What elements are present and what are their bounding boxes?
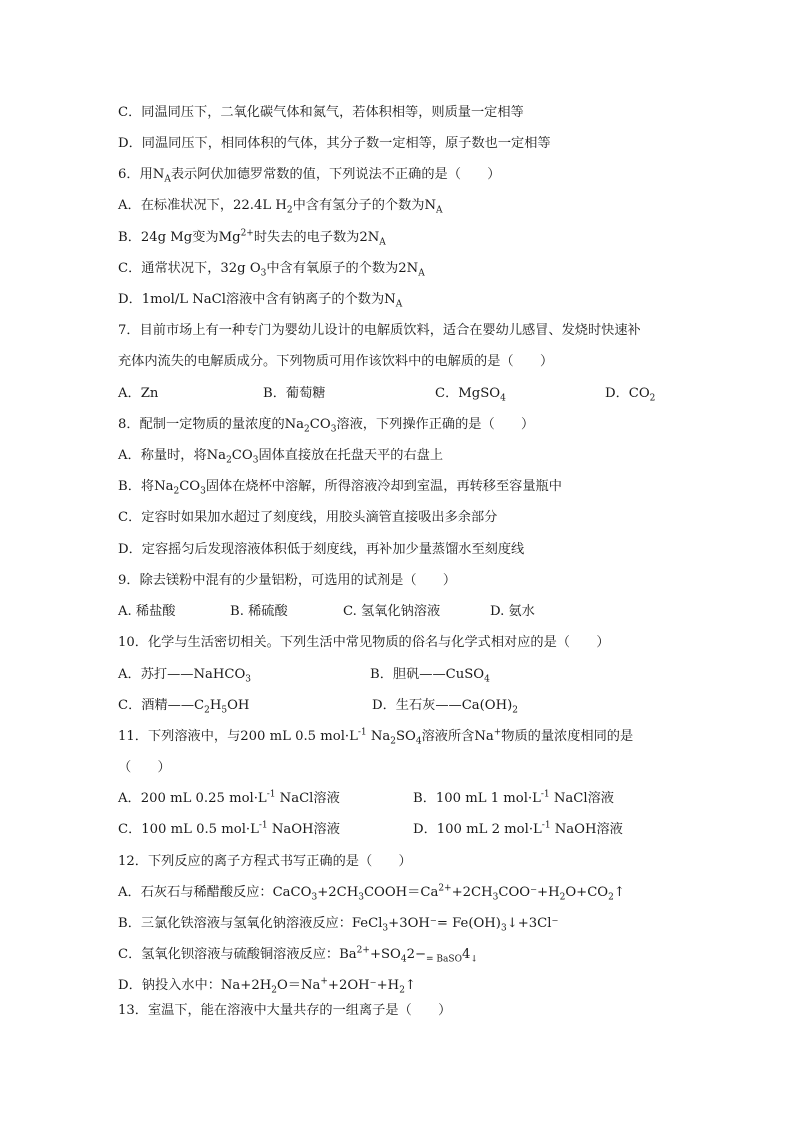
- text-run: B．将Na: [118, 479, 174, 494]
- subscript: 3: [358, 892, 364, 903]
- text-run: 7．目前市场上有一种专门为婴幼儿设计的电解质饮料，适合在婴幼儿感冒、发烧时快速补: [118, 323, 641, 338]
- text-run: A．称量时，将Na: [118, 448, 227, 463]
- text-run: 表示阿伏加德罗常数的值，下列说法不正确的是（ ）: [170, 167, 501, 182]
- subscript: 2: [226, 455, 232, 466]
- text-run: H: [209, 698, 222, 713]
- text-run: +2CH: [451, 885, 493, 900]
- subscript: 3: [311, 892, 318, 903]
- text-run: 13．室温下，能在溶液中大量共存的一组离子是（ ）: [118, 1003, 452, 1018]
- text-run: B．100 mL 1 mol·L: [413, 791, 541, 806]
- text-run: 充体内流失的电解质成分。下列物质可用作该饮料中的电解质的是（ ）: [118, 354, 554, 369]
- answer-option: [413, 821, 623, 839]
- subscript: 2: [512, 705, 518, 716]
- text-line: [118, 197, 443, 215]
- subscript: A: [164, 174, 171, 185]
- superscript: -1: [266, 789, 276, 800]
- subscript: 3: [245, 674, 251, 685]
- answer-option: [343, 603, 440, 621]
- text-run: 10．化学与生活密切相关。下列生活中常见物质的俗名与化学式相对应的是（ ）: [118, 635, 610, 650]
- text-run: （ ）: [118, 760, 171, 775]
- superscript: -1: [540, 789, 550, 800]
- text-run: C．通常状况下，32g O: [118, 261, 261, 276]
- text-line: [118, 915, 558, 933]
- text-run: 中含有氧原子的个数为2N: [266, 261, 419, 276]
- text-run: 11．下列溶液中，与200 mL 0.5 mol·L: [118, 729, 358, 744]
- text-run: 溶液，下列操作正确的是（ ）: [336, 417, 535, 432]
- text-line: [118, 353, 553, 371]
- subscript: 4: [484, 674, 490, 685]
- subscript: 2: [608, 892, 614, 903]
- subscript: A: [418, 268, 425, 279]
- text-run: NaCl溶液: [275, 791, 340, 806]
- text-line: [118, 759, 171, 777]
- text-run: 固体在烧杯中溶解，所得溶液冷却到室温，再转移至容量瓶中: [205, 479, 562, 494]
- text-line: [118, 322, 641, 340]
- text-run: CO: [309, 417, 331, 432]
- text-run: B．葡萄糖: [263, 386, 326, 401]
- subscript: 2: [390, 736, 396, 747]
- subscript: A: [436, 205, 443, 216]
- subscript: 2: [559, 892, 566, 903]
- text-line: [118, 416, 534, 434]
- text-run: OH: [227, 698, 250, 713]
- text-run: C．定容时如果加水超过了刻度线，用胶头滴管直接吸出多余部分: [118, 510, 498, 525]
- text-line: [118, 634, 610, 652]
- text-line: [118, 291, 402, 309]
- text-run: C．MgSO: [435, 386, 501, 401]
- subscript: 4: [500, 393, 506, 404]
- subscript: 2: [399, 985, 405, 996]
- text-run: O+CO: [565, 885, 609, 900]
- superscript: 2+: [356, 945, 370, 956]
- subscript: 3: [492, 892, 499, 903]
- text-run: +3OH⁻= Fe(OH): [388, 916, 501, 931]
- text-run: A．苏打——NaHCO: [118, 667, 246, 682]
- answer-option: [605, 385, 655, 403]
- text-run: C．100 mL 0.5 mol·L: [118, 822, 259, 837]
- text-line: [118, 260, 425, 278]
- text-run: 8．配制一定物质的量浓度的Na: [118, 417, 305, 432]
- text-run: 12．下列反应的离子方程式书写正确的是（ ）: [118, 854, 412, 869]
- text-run: COO⁻+H: [498, 885, 560, 900]
- text-run: A．200 mL 0.25 mol·L: [118, 791, 267, 806]
- text-run: D．1mol/L NaCl溶液中含有钠离子的个数为N: [118, 292, 396, 307]
- subscript: 3: [252, 455, 259, 466]
- text-line: [118, 728, 633, 746]
- answer-option: [118, 666, 251, 684]
- text-line: [118, 166, 501, 184]
- text-run: D．生石灰——Ca(OH): [372, 698, 513, 713]
- superscript: +: [493, 727, 502, 738]
- text-run: B．24g Mg变为Mg: [118, 230, 241, 245]
- text-line: [118, 447, 443, 465]
- answer-option: [263, 385, 325, 403]
- text-run: 6．用N: [118, 167, 165, 182]
- text-run: C．氢氧化钡溶液与硫酸铜溶液反应：Ba: [118, 947, 357, 962]
- answer-option: [118, 603, 175, 621]
- text-run: C．同温同压下，二氧化碳气体和氮气，若体积相等，则质量一定相等: [118, 105, 524, 120]
- text-run: C．酒精——C: [118, 698, 205, 713]
- subscript: = BaSO: [426, 954, 462, 965]
- text-run: D．定容摇匀后发现溶液体积低于刻度线，再补加少量蒸馏水至刻度线: [118, 542, 525, 557]
- text-run: 物质的量浓度相同的是: [501, 729, 634, 744]
- text-run: +SO: [369, 947, 401, 962]
- answer-option: [490, 603, 535, 621]
- text-run: COOH＝Ca: [363, 885, 439, 900]
- text-run: A．在标准状况下，22.4L H: [118, 198, 287, 213]
- subscript: 2: [304, 424, 310, 435]
- text-run: NaCl溶液: [549, 791, 614, 806]
- text-run: ↑: [404, 978, 416, 993]
- subscript: 3: [382, 923, 389, 934]
- text-line: [118, 478, 562, 496]
- text-run: +2CH: [317, 885, 359, 900]
- text-run: A. 稀盐酸: [118, 604, 176, 619]
- subscript: ↓: [470, 954, 478, 965]
- text-line: [118, 104, 524, 122]
- subscript: 4: [415, 736, 422, 747]
- answer-option: [118, 385, 158, 403]
- text-run: ↓+3Cl⁻: [506, 916, 559, 931]
- subscript: 2: [286, 205, 293, 216]
- subscript: A: [379, 237, 386, 248]
- text-run: O＝Na: [276, 978, 321, 993]
- text-run: D．100 mL 2 mol·L: [413, 822, 542, 837]
- text-run: B．胆矾——CuSO: [370, 667, 485, 682]
- text-run: SO: [395, 729, 416, 744]
- text-run: 2−: [406, 947, 427, 962]
- subscript: 3: [500, 923, 507, 934]
- text-line: [118, 853, 412, 871]
- text-line: [118, 229, 386, 247]
- text-line: [118, 541, 524, 559]
- text-line: [118, 946, 478, 964]
- text-run: NaOH溶液: [550, 822, 623, 837]
- subscript: 2: [271, 985, 277, 996]
- answer-option: [118, 790, 340, 808]
- subscript: 2: [204, 705, 210, 716]
- text-run: 时失去的电子数为2N: [253, 230, 380, 245]
- answer-option: [118, 697, 249, 715]
- text-run: 9．除去镁粉中混有的少量铝粉，可选用的试剂是（ ）: [118, 573, 457, 588]
- text-run: D. 氨水: [490, 604, 535, 619]
- answer-option: [413, 790, 614, 808]
- text-run: D．同温同压下，相同体积的气体，其分子数一定相等，原子数也一定相等: [118, 136, 551, 151]
- superscript: 2+: [240, 228, 254, 239]
- subscript: 2: [173, 486, 180, 497]
- subscript: 4: [400, 954, 407, 965]
- subscript: 5: [221, 705, 228, 716]
- subscript: A: [395, 299, 403, 310]
- superscript: -1: [357, 727, 367, 738]
- subscript: 3: [330, 424, 337, 435]
- text-run: 固体直接放在托盘天平的右盘上: [258, 448, 444, 463]
- subscript: 2: [649, 393, 656, 404]
- text-line: [118, 572, 456, 590]
- text-line: [118, 509, 497, 527]
- superscript: +: [320, 976, 328, 987]
- text-run: B. 稀硫酸: [230, 604, 288, 619]
- text-run: D．CO: [605, 386, 650, 401]
- answer-option: [118, 821, 340, 839]
- text-run: CO: [179, 479, 201, 494]
- text-run: +2OH⁻+H: [327, 978, 400, 993]
- answer-option: [230, 603, 288, 621]
- text-run: CO: [231, 448, 253, 463]
- text-line: [118, 135, 551, 153]
- text-run: A．石灰石与稀醋酸反应：CaCO: [118, 885, 312, 900]
- text-run: A．Zn: [118, 386, 159, 401]
- answer-option: [435, 385, 506, 403]
- superscript: -1: [258, 820, 268, 831]
- subscript: 3: [260, 268, 267, 279]
- text-run: C. 氢氧化钠溶液: [343, 604, 441, 619]
- text-run: ↑: [613, 885, 625, 900]
- text-run: B．三氯化铁溶液与氢氧化钠溶液反应：FeCl: [118, 916, 383, 931]
- text-run: D．钠投入水中：Na+2H: [118, 978, 272, 993]
- superscript: 2+: [438, 883, 452, 894]
- subscript: 3: [200, 486, 206, 497]
- answer-option: [370, 666, 490, 684]
- text-run: 溶液所含Na: [421, 729, 494, 744]
- superscript: -1: [541, 820, 551, 831]
- text-line: [118, 884, 625, 902]
- text-line: [118, 977, 416, 995]
- text-run: 中含有氢分子的个数为N: [292, 198, 436, 213]
- text-line: [118, 1002, 451, 1020]
- text-run: NaOH溶液: [267, 822, 340, 837]
- text-run: Na: [366, 729, 391, 744]
- text-run: 4: [461, 947, 471, 962]
- answer-option: [372, 697, 518, 715]
